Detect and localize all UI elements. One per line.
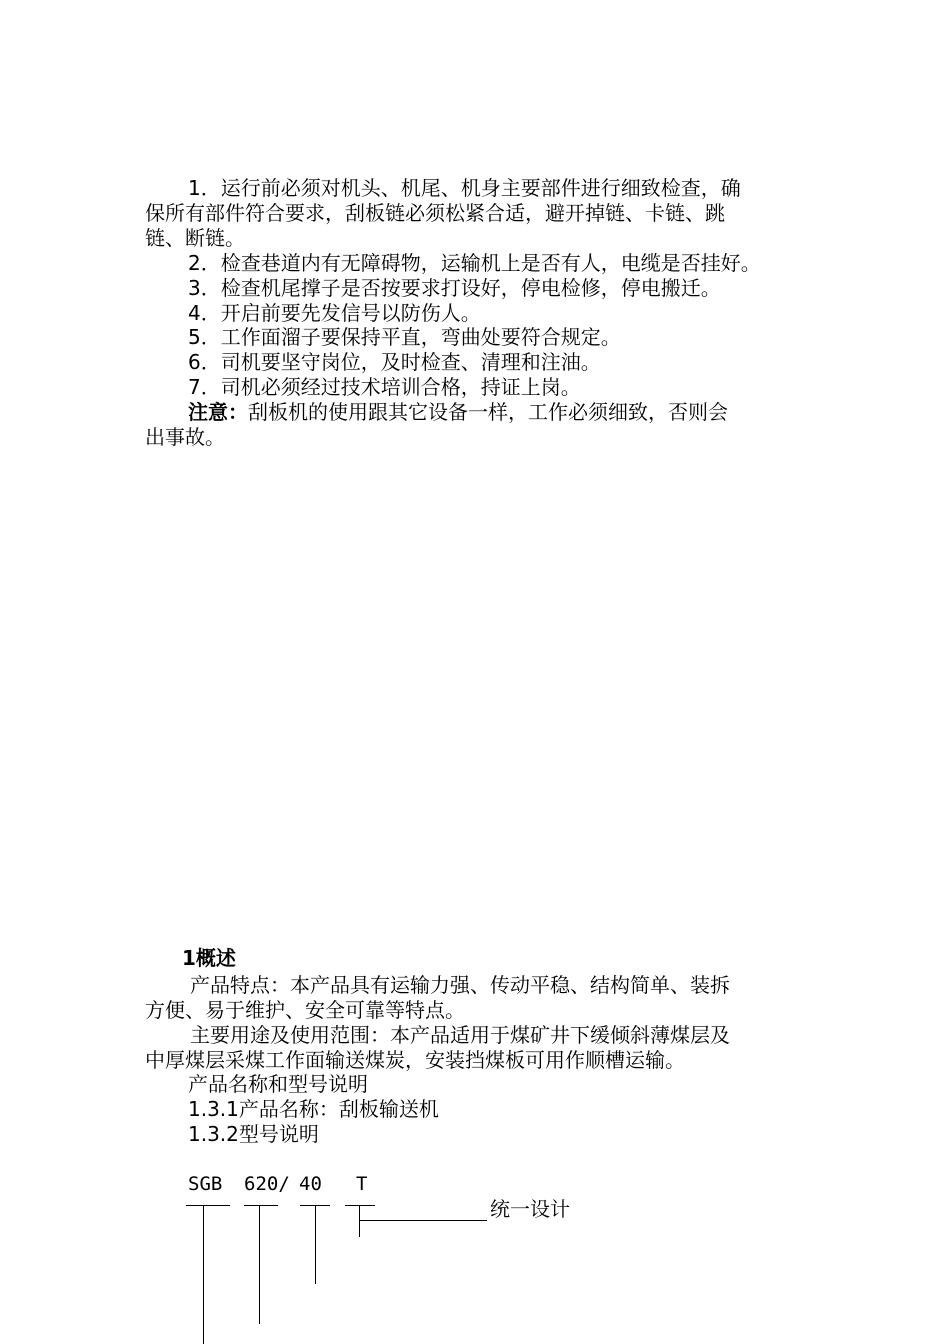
rule-1-line-3: 链、断链。 — [145, 226, 245, 250]
rule-3: 3．检查机尾撑子是否按要求打设好，停电检修，停电搬迁。 — [188, 276, 721, 300]
rule-5: 5．工作面溜子要保持平直，弯曲处要符合规定。 — [188, 325, 621, 349]
features-line-1: 产品特点：本产品具有运输力强、传动平稳、结构简单、装拆 — [190, 973, 730, 997]
model-title: 1.3.2型号说明 — [188, 1122, 319, 1146]
rule-4: 4．开启前要先发信号以防伤人。 — [188, 301, 481, 325]
underline-sgb — [186, 1205, 230, 1206]
leader-40 — [315, 1205, 316, 1284]
usage-line-1: 主要用途及使用范围：本产品适用于煤矿井下缓倾斜薄煤层及 — [190, 1023, 730, 1047]
rule-1-line-1: 1．运行前必须对机头、机尾、机身主要部件进行细致检查，确 — [188, 176, 741, 200]
note-label: 注意： — [188, 400, 248, 424]
rule-6: 6．司机要坚守岗位，及时检查、清理和注油。 — [188, 350, 601, 374]
note-text: 刮板机的使用跟其它设备一样，工作必须细致，否则会 — [248, 400, 728, 424]
code-620: 620/ — [244, 1173, 290, 1195]
name-model-title: 产品名称和型号说明 — [188, 1072, 368, 1096]
product-name: 1.3.1产品名称：刮板输送机 — [188, 1097, 439, 1121]
features-line-2: 方便、易于维护、安全可靠等特点。 — [145, 998, 465, 1022]
leader-t-horizontal — [359, 1220, 487, 1221]
rule-2: 2．检查巷道内有无障碍物，运输机上是否有人，电缆是否挂好。 — [188, 251, 761, 275]
underline-t — [345, 1205, 375, 1206]
leader-sgb — [203, 1205, 204, 1344]
code-t: T — [356, 1173, 368, 1195]
leader-620 — [259, 1205, 260, 1324]
label-t: 统一设计 — [490, 1197, 570, 1221]
code-40: 40 — [299, 1173, 322, 1195]
underline-620 — [244, 1205, 278, 1206]
rule-1-line-2: 保所有部件符合要求，刮板链必须松紧合适，避开掉链、卡链、跳 — [145, 201, 725, 225]
note-line-2: 出事故。 — [145, 425, 225, 449]
section-heading: 1概述 — [182, 946, 236, 970]
usage-line-2: 中厚煤层采煤工作面输送煤炭，安装挡煤板可用作顺槽运输。 — [145, 1048, 685, 1072]
rule-7: 7．司机必须经过技术培训合格，持证上岗。 — [188, 375, 581, 399]
code-sgb: SGB — [188, 1173, 223, 1195]
note-line-1 — [188, 400, 728, 424]
leader-t — [359, 1205, 360, 1237]
